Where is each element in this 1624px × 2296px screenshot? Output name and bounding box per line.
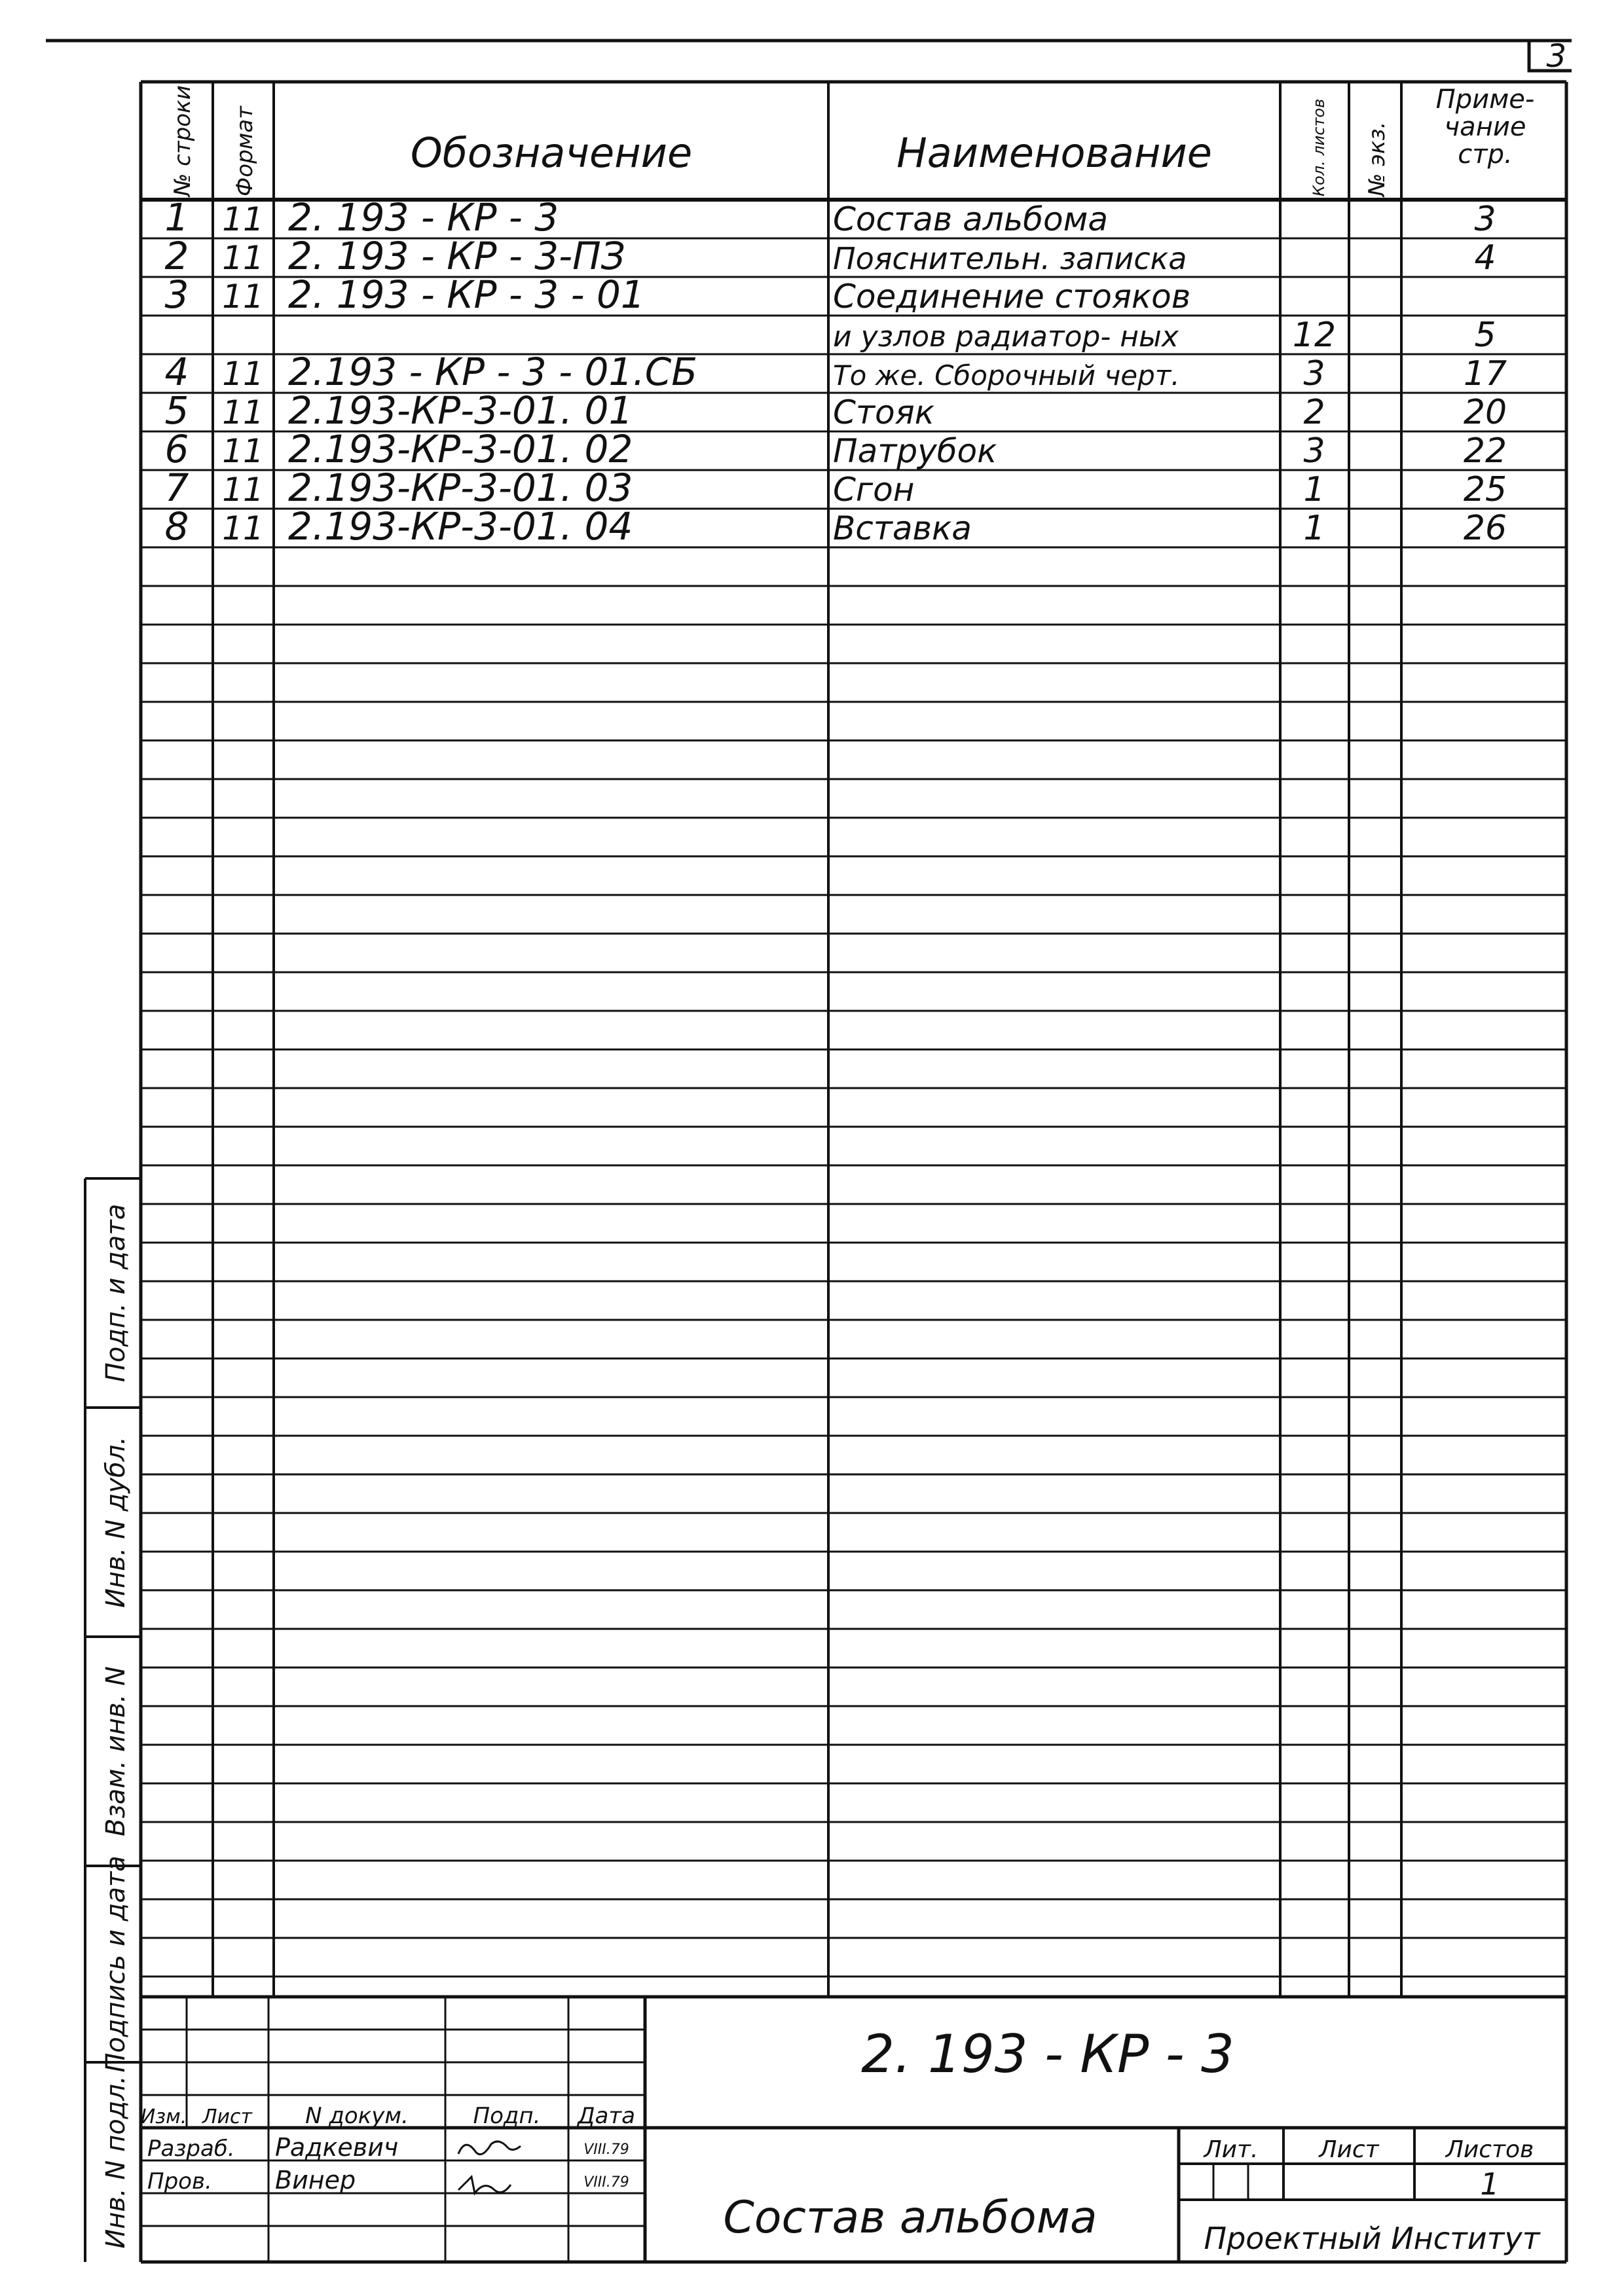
name-developer: Радкевич — [275, 2133, 399, 2162]
name-checker: Винер — [275, 2166, 356, 2195]
header-row-no: № строки — [170, 85, 196, 196]
cell-sheets: 1 — [1303, 470, 1325, 509]
document-title: Состав альбома — [723, 2192, 1098, 2244]
cell-designation: 2. 193 - КР - 3 — [288, 195, 559, 240]
cell-row-no: 4 — [164, 350, 189, 394]
sheet-label: Лист — [1319, 2136, 1379, 2163]
header-format: Формат — [232, 106, 258, 196]
cell-designation: 2.193-КР-3-01. 01 — [288, 388, 633, 433]
cell-designation: 2.193-КР-3-01. 04 — [288, 504, 633, 549]
cell-row-no: 5 — [164, 388, 189, 433]
cell-designation: 2. 193 - КР - 3 - 01 — [288, 272, 645, 317]
header-copy-no: № экз. — [1364, 121, 1390, 196]
cell-format: 11 — [222, 471, 264, 509]
col-header-izm: Изм. — [140, 2105, 187, 2128]
table-row — [165, 427, 1507, 471]
header-name: Наименование — [896, 129, 1212, 177]
cell-note: 22 — [1463, 431, 1507, 471]
cell-name: Вставка — [833, 509, 972, 547]
organization: Проектный Институт — [1204, 2221, 1540, 2256]
cell-name: и узлов радиатор- ных — [833, 320, 1179, 354]
cell-sheets: 3 — [1303, 354, 1325, 393]
cell-format: 11 — [222, 239, 264, 277]
cell-note: 20 — [1463, 393, 1507, 432]
cell-row-no: 2 — [164, 234, 189, 278]
cell-row-no: 8 — [164, 504, 189, 549]
cell-sheets: 12 — [1292, 316, 1337, 355]
cell-row-no: 7 — [164, 465, 189, 510]
side-stamp-label: Подп. и дата — [101, 1203, 131, 1383]
cell-name: Патрубок — [833, 432, 997, 470]
side-stamp-label: Инв. N дубл. — [101, 1436, 131, 1608]
cell-row-no: 6 — [164, 427, 189, 471]
cell-note: 17 — [1463, 354, 1507, 393]
cell-sheets: 3 — [1303, 431, 1325, 471]
col-header-list: Лист — [202, 2105, 253, 2128]
cell-designation: 2.193-КР-3-01. 02 — [288, 427, 633, 471]
document-code: 2. 193 - КР - 3 — [861, 2024, 1234, 2085]
cell-name: Стояк — [833, 393, 934, 431]
side-stamp-label: Подпись и дата — [101, 1855, 131, 2073]
cell-name: То же. Сборочный черт. — [833, 359, 1180, 392]
table-row — [165, 504, 1507, 549]
cell-note: 4 — [1474, 238, 1496, 278]
cell-format: 11 — [222, 355, 264, 393]
lit-label: Лит. — [1204, 2136, 1259, 2163]
cell-note: 25 — [1463, 470, 1507, 509]
cell-format: 11 — [222, 278, 264, 316]
table-row — [165, 465, 1507, 510]
date-checker: VIII.79 — [583, 2174, 629, 2191]
cell-format: 11 — [222, 200, 264, 238]
cell-format: 11 — [222, 393, 264, 431]
side-stamp-label: Инв. N подл. — [101, 2075, 131, 2249]
cell-designation: 2. 193 - КР - 3-ПЗ — [288, 234, 625, 278]
col-header-doc: N докум. — [305, 2103, 409, 2129]
cell-row-no: 1 — [164, 195, 189, 240]
header-designation: Обозначение — [410, 129, 693, 177]
role-checker: Пров. — [147, 2168, 212, 2195]
cell-sheets: 2 — [1303, 393, 1325, 432]
cell-name: Состав альбома — [833, 200, 1108, 238]
cell-name: Сгон — [833, 471, 915, 509]
sheets-total: 1 — [1480, 2166, 1500, 2202]
cell-format: 11 — [222, 509, 264, 547]
cell-designation: 2.193-КР-3-01. 03 — [288, 465, 633, 510]
cell-note: 3 — [1474, 200, 1496, 239]
cell-note: 5 — [1474, 316, 1496, 355]
table-row — [165, 388, 1507, 433]
sheets-label: Листов — [1445, 2136, 1534, 2163]
cell-designation: 2.193 - КР - 3 - 01.СБ — [288, 350, 698, 394]
date-developer: VIII.79 — [583, 2141, 629, 2158]
cell-sheets: 1 — [1303, 509, 1325, 548]
side-stamp-texts — [101, 1204, 131, 2249]
page-number: 3 — [1546, 38, 1566, 75]
cell-name: Соединение стояков — [833, 278, 1191, 316]
header-sheets: Кол. листов — [1310, 98, 1328, 196]
cell-format: 11 — [222, 432, 264, 470]
col-header-date: Дата — [577, 2103, 636, 2129]
role-developer: Разраб. — [147, 2136, 235, 2162]
header-note: Приме-чание стр. — [1435, 84, 1535, 170]
cell-row-no: 3 — [164, 272, 189, 317]
cell-note: 26 — [1463, 509, 1507, 548]
side-stamp-label: Взам. инв. N — [101, 1666, 131, 1836]
col-header-sign: Подп. — [473, 2103, 541, 2129]
cell-name: Пояснительн. записка — [833, 241, 1187, 276]
